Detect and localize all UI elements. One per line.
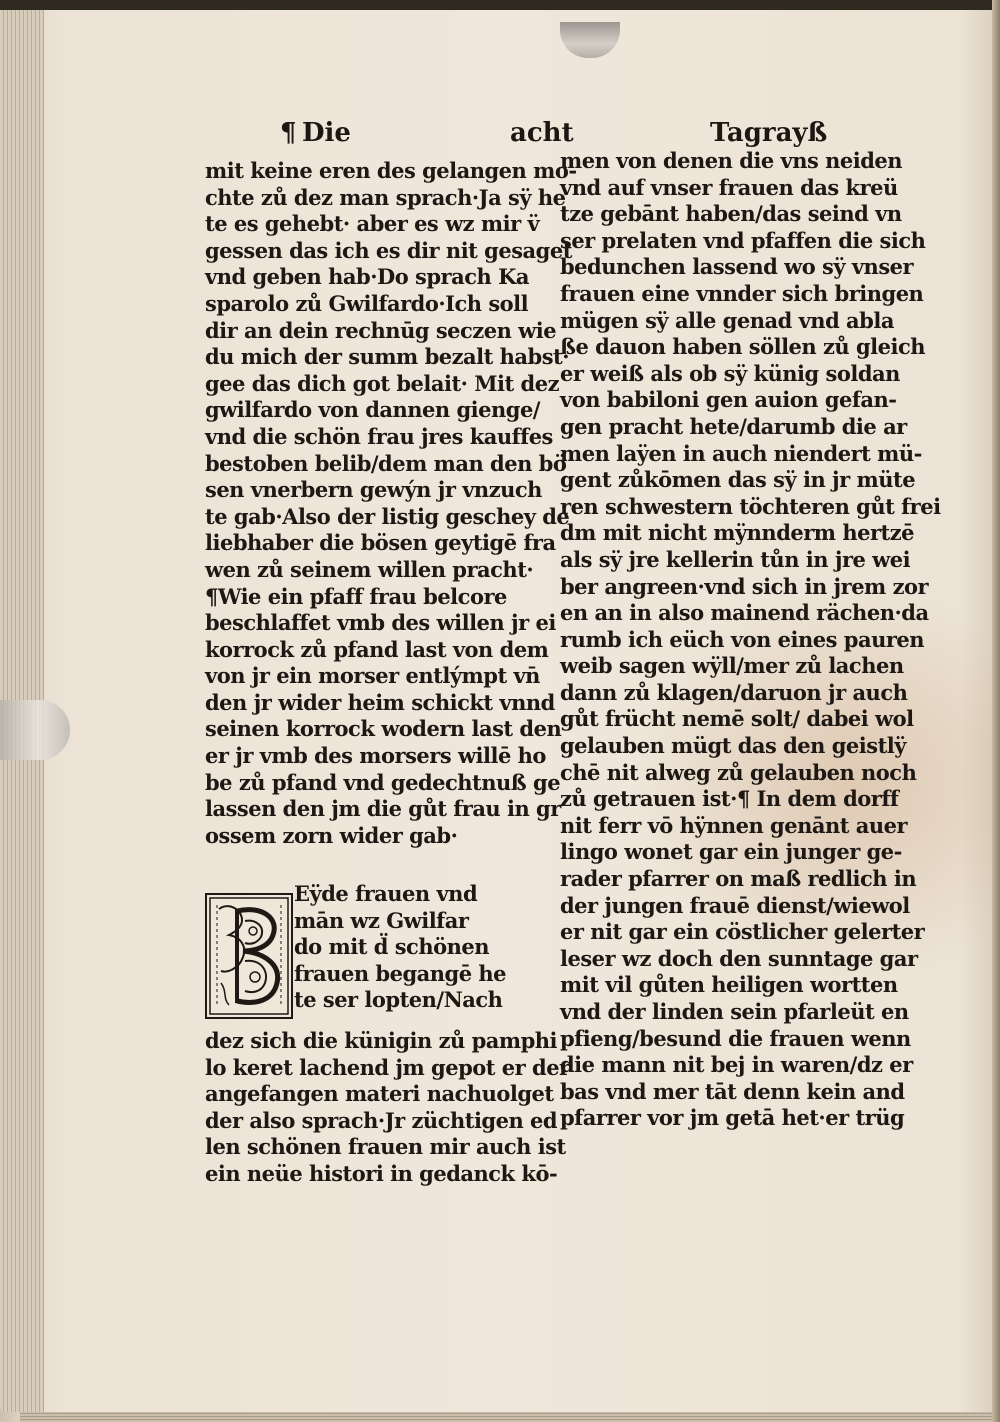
text-line: frauen eine vnnder sich bringen: [560, 280, 924, 306]
left-text-column: [205, 158, 577, 849]
heading-line: ¶Wie ein pfaff frau belcore: [205, 583, 507, 609]
text-line: vnd der linden sein pfarleüt en: [560, 999, 909, 1024]
text-line: len schönen frauen mir auch ist: [205, 1134, 566, 1160]
paper-clip-left: [0, 700, 70, 760]
text-line: dez sich die künigin zů pamphi: [205, 1028, 558, 1053]
text-line: ren schwestern töchteren gůt frei: [560, 493, 941, 519]
text-line: pfieng/besund die frauen wenn: [560, 1025, 911, 1051]
right-text-column: [560, 148, 941, 1132]
text-line: Eÿde frauen vnd: [294, 881, 478, 906]
text-line: te ser lopten/Nach: [294, 987, 503, 1013]
text-line: die mann nit bej in waren/dz er: [560, 1052, 913, 1078]
text-line: men von denen die vns neiden: [560, 148, 903, 173]
text-line: dm mit nicht mÿnnderm hertzē: [560, 520, 915, 546]
text-line: gent zůkōmen das sÿ in jr müte: [560, 467, 916, 493]
text-line: te es gehebt· aber es wz mir v̈: [205, 211, 540, 237]
text-line: ein neüe histori in gedanck kō-: [205, 1160, 558, 1186]
text-beside-initial: [294, 881, 544, 1014]
paper-clip-top: [560, 22, 620, 58]
text-line: ße dauon haben söllen zů gleich: [560, 334, 926, 360]
text-line: bas vnd mer tāt denn kein and: [560, 1078, 905, 1104]
text-line: gůt frücht nemē solt/ dabei wol: [560, 706, 914, 732]
text-line: leser wz doch den sunntage gar: [560, 945, 918, 971]
heading-line: er jr vmb des morsers willē ho: [205, 743, 546, 769]
text-line: ser prelaten vnd pfaffen die sich: [560, 227, 926, 253]
text-line: gessen das ich es dir nit gesaget: [205, 237, 572, 263]
text-line: mit vil gůten heiligen wortten: [560, 972, 898, 998]
text-line: sen vnerbern gewýn jr vnzuch: [205, 477, 542, 503]
text-line: lingo wonet gar ein junger ge-: [560, 839, 902, 865]
text-line: men laÿen in auch niendert mü-: [560, 440, 922, 466]
text-line: von babiloni gen auion gefan-: [560, 387, 897, 413]
heading-line: ossem zorn wider gab·: [205, 822, 458, 848]
heading-line: be zů pfand vnd gedechtnuß ge: [205, 769, 561, 795]
text-line: ber angreen·vnd sich in jrem zor: [560, 573, 929, 599]
text-line: dann zů klagen/daruon jr auch: [560, 679, 908, 705]
running-head-middle: acht: [510, 118, 574, 148]
text-line: er nit gar ein cöstlicher gelerter: [560, 919, 925, 945]
text-line: dir an dein rechnūg seczen wie: [205, 317, 557, 343]
text-line: chte zů dez man sprach·Ja sÿ he: [205, 184, 566, 210]
text-line: der also sprach·Jr züchtigen ed: [205, 1107, 558, 1133]
pilcrow-mark: ¶: [280, 118, 297, 148]
text-line: wen zů seinem willen pracht·: [205, 556, 534, 582]
page-edge-right: [992, 0, 1000, 1422]
page-edges-bottom: [20, 1412, 1000, 1422]
text-line: gwilfardo von dannen gienge/: [205, 397, 540, 423]
heading-line: seinen korrock wodern last den: [205, 716, 562, 742]
text-line: angefangen materi nachuolget: [205, 1081, 554, 1107]
text-line: der jungen frauē dienst/wiewol: [560, 892, 910, 918]
text-line: frauen begangē he: [294, 960, 506, 986]
text-line: mān wz Gwilfar: [294, 907, 469, 933]
woodcut-initial-b: [205, 893, 293, 1019]
text-line: do mit d̈ schönen: [294, 934, 489, 960]
text-line: tze gebānt haben/das seind vn: [560, 201, 902, 227]
top-shadow: [0, 0, 1000, 10]
text-line: zů getrauen ist·¶ In dem dorff: [560, 786, 899, 812]
text-line: vnd die schön frau jres kauffes: [205, 423, 553, 449]
text-line: sparolo zů Gwilfardo·Ich soll: [205, 290, 529, 316]
text-line: gen pracht hete/darumb die ar: [560, 413, 907, 439]
running-head-left: Die: [302, 118, 351, 148]
text-line: en an in also mainend rächen·da: [560, 600, 929, 626]
text-line: vnd geben hab·Do sprach Ka: [205, 264, 529, 290]
text-line: du mich der summ bezalt habst·: [205, 344, 570, 370]
text-line: bestoben belib/dem man den bö: [205, 450, 567, 476]
running-head-right: Tagrayß: [710, 118, 828, 148]
heading-line: den jr wider heim schickt vnnd: [205, 689, 555, 715]
heading-line: beschlaffet vmb des willen jr ei: [205, 610, 556, 636]
text-line: te gab·Also der listig geschey de: [205, 503, 570, 529]
heading-line: von jr ein morser entlýmpt vn̄: [205, 663, 540, 689]
text-line: chē nit alweg zů gelauben noch: [560, 759, 917, 785]
text-after-initial: [205, 1028, 570, 1188]
text-line: mügen sÿ alle genad vnd abla: [560, 307, 894, 333]
initial-letter-ornament: [207, 895, 291, 1017]
text-line: pfarrer vor jm getā het·er trüg: [560, 1105, 905, 1131]
text-line: mit keine eren des gelangen mo-: [205, 158, 577, 183]
text-line: weib sagen wÿll/mer zů lachen: [560, 653, 904, 679]
text-line: bedunchen lassend wo sÿ vnser: [560, 254, 914, 280]
text-line: rumb ich eüch von eines pauren: [560, 626, 925, 652]
text-line: rader pfarrer on maß redlich in: [560, 866, 917, 892]
heading-line: lassen den jm die gůt frau in gr: [205, 796, 561, 822]
text-line: vnd auf vnser frauen das kreü: [560, 174, 898, 200]
chapter-heading: [205, 583, 562, 850]
text-line: gelauben mügt das den geistlÿ: [560, 733, 906, 759]
text-line: als sÿ jre kellerin tůn in jre wei: [560, 546, 911, 572]
text-line: er weiß als ob sÿ künig soldan: [560, 360, 900, 386]
text-line: lo keret lachend jm gepot er der: [205, 1054, 570, 1080]
text-line: liebhaber die bösen geytigē fra: [205, 530, 556, 556]
heading-line: korrock zů pfand last von dem: [205, 636, 549, 662]
text-line: gee das dich got belait· Mit dez: [205, 370, 560, 396]
text-line: nit ferr vō hÿnnen genānt auer: [560, 812, 908, 838]
